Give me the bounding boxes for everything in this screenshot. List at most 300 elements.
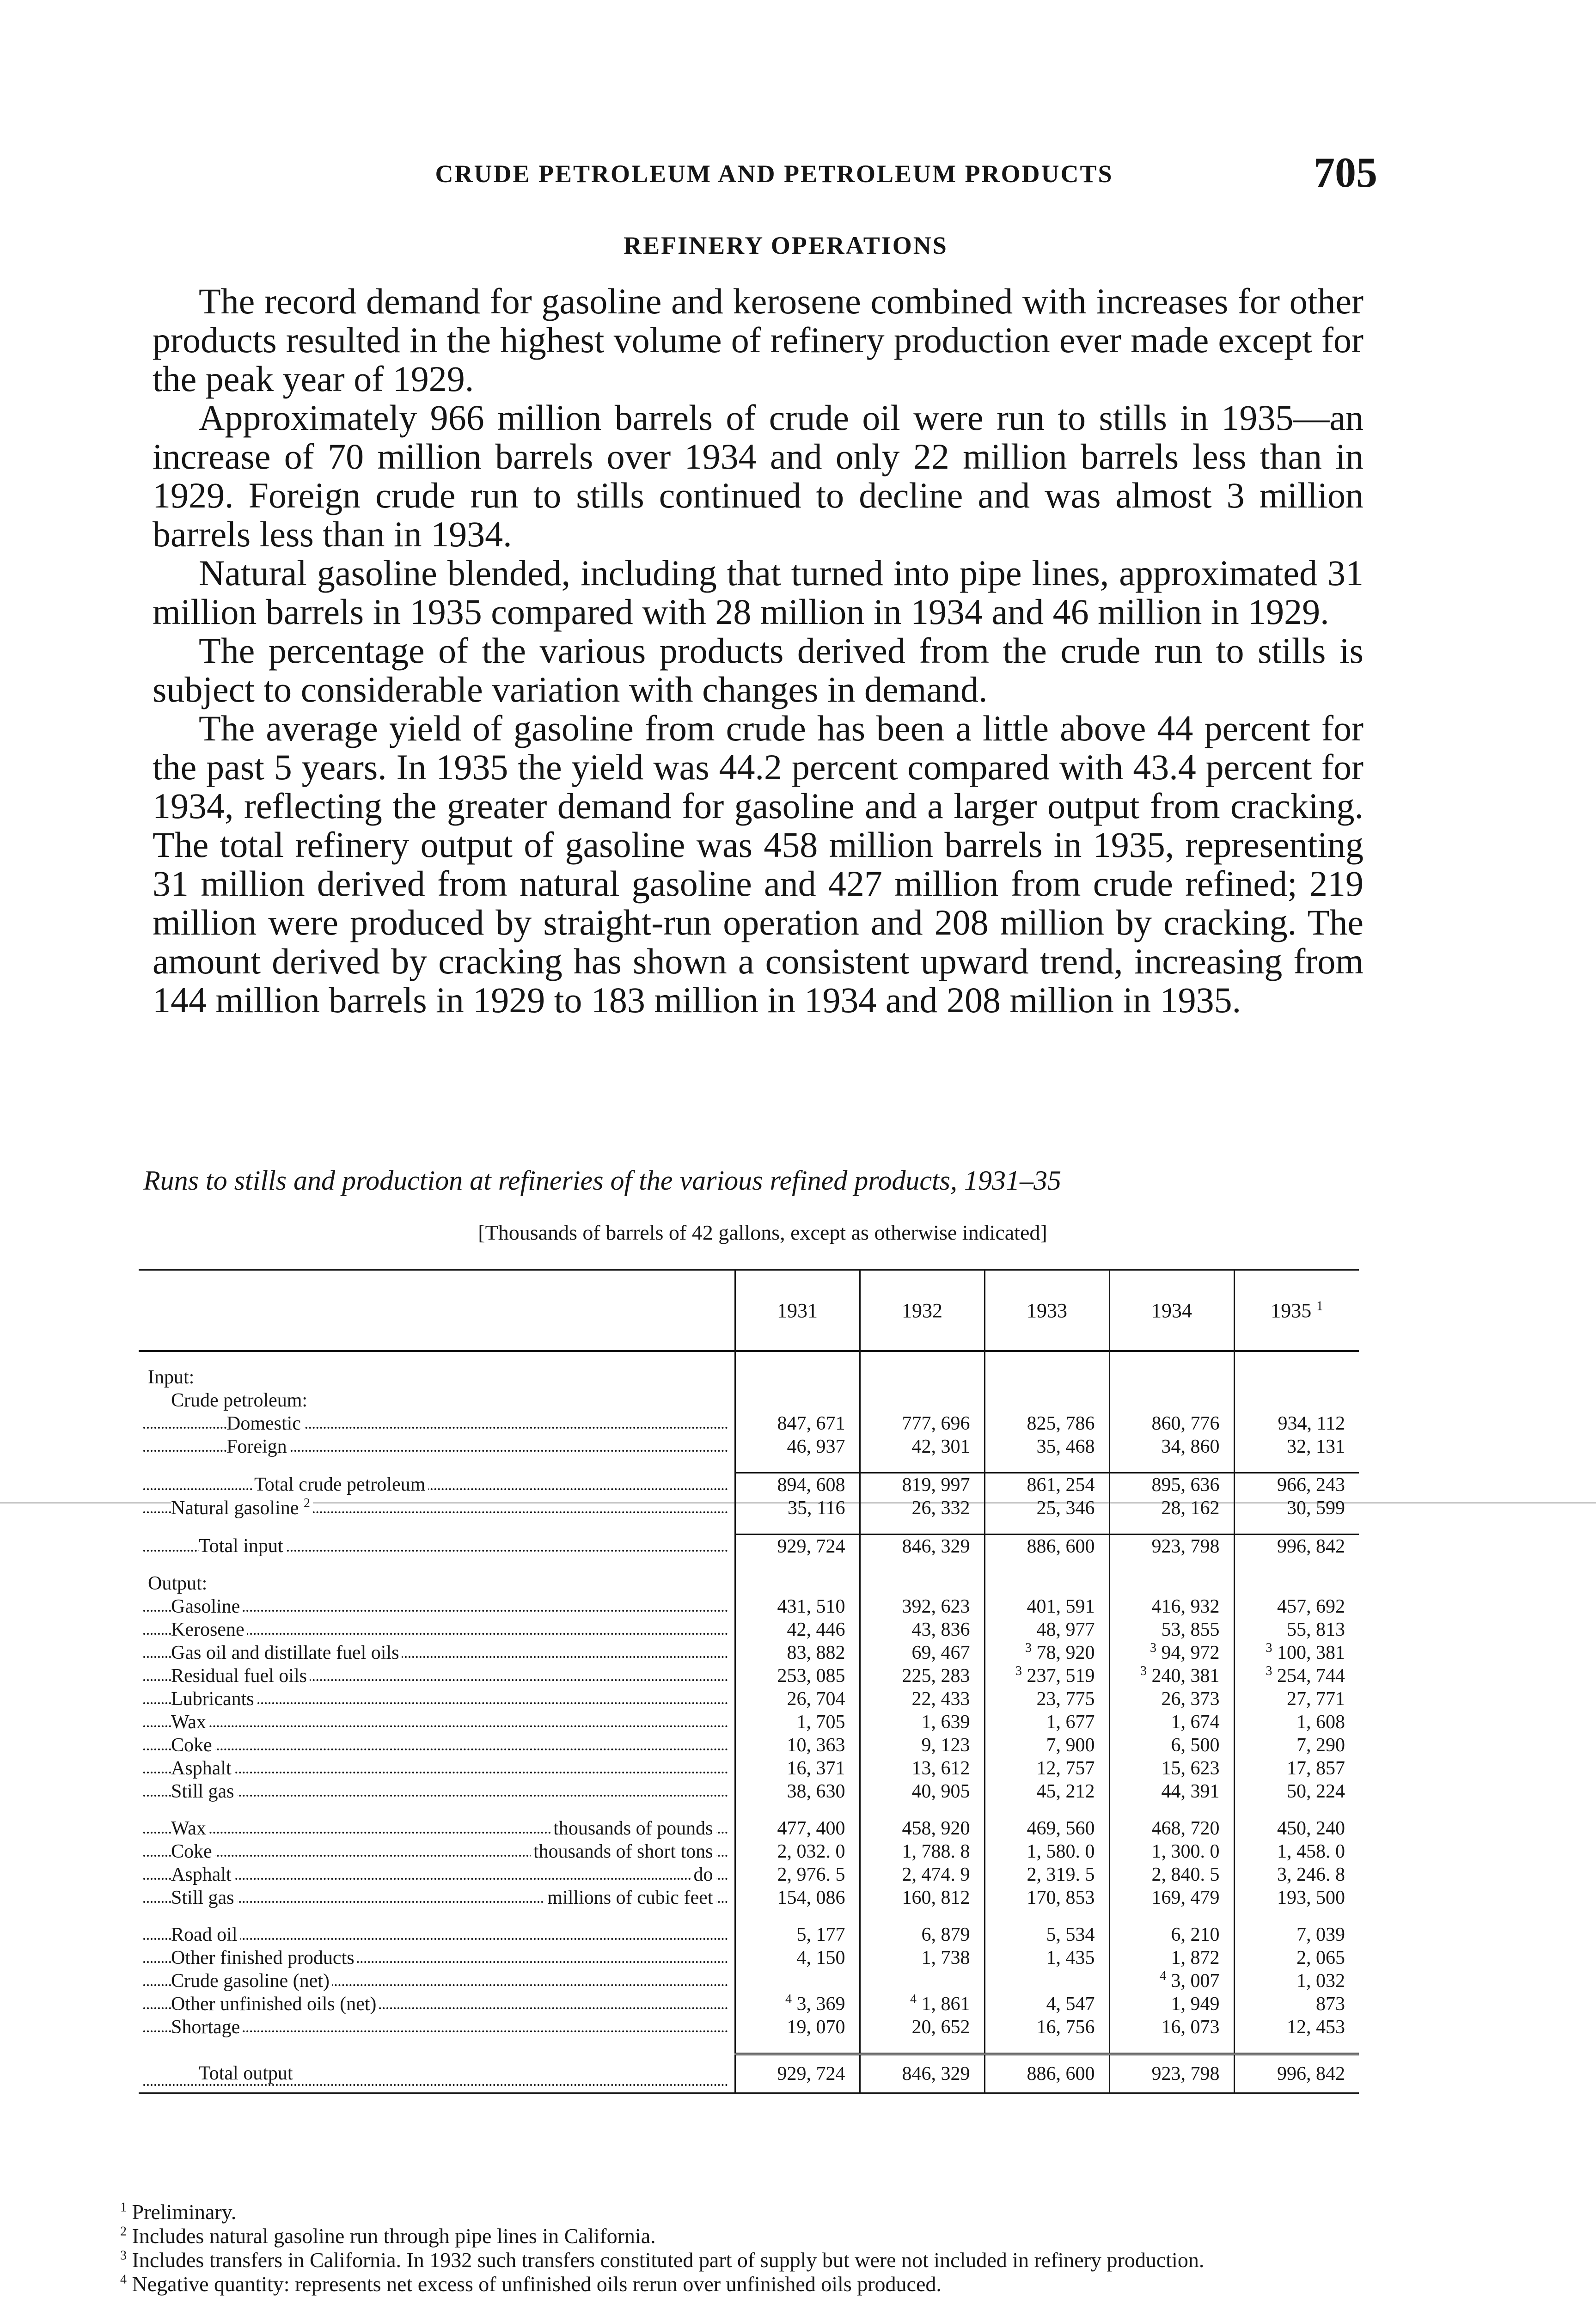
value-cell [1234, 1435, 1359, 1458]
unit-row [139, 1840, 1359, 1863]
footnote-4 [120, 2272, 1368, 2296]
value-cell [1234, 1641, 1359, 1664]
value-cell [1109, 1641, 1234, 1664]
value-cell [985, 1923, 1109, 1946]
row-label-text [171, 1596, 243, 1617]
empty-cell [985, 1572, 1109, 1595]
footnote-text: Preliminary. [132, 2200, 237, 2224]
output-row [139, 1780, 1359, 1803]
value-cell [1109, 2054, 1234, 2093]
value-cell [860, 1664, 985, 1687]
row-label [139, 1946, 735, 1969]
value-text: 1, 705 [796, 1712, 845, 1733]
header-year: 1933 [985, 1270, 1109, 1351]
spacer-cell [985, 1458, 1109, 1473]
header-year: 1934 [1109, 1270, 1234, 1351]
empty-cell [1234, 1572, 1359, 1595]
spacer-cell [735, 1458, 860, 1473]
value-cell [985, 1840, 1109, 1863]
value-text: 44, 391 [1161, 1781, 1220, 1802]
other-row [139, 1923, 1359, 1946]
value-cell [735, 1473, 860, 1497]
row-label [139, 1993, 735, 2016]
value-cell [985, 1535, 1109, 1559]
value-cell [735, 1618, 860, 1641]
spacer-cell [735, 2039, 860, 2054]
empty-cell [985, 1366, 1109, 1389]
value-cell [860, 1687, 985, 1711]
value-text: 43, 836 [911, 1619, 970, 1640]
spacer-cell [1234, 1558, 1359, 1572]
value-cell [1234, 1993, 1359, 2016]
value-text: 1, 639 [921, 1712, 970, 1733]
value-cell [735, 2054, 860, 2093]
value-text: 860, 776 [1151, 1413, 1220, 1434]
value-cell [860, 1734, 985, 1757]
value-text: 69, 467 [911, 1642, 970, 1663]
value-cell [735, 1780, 860, 1803]
value-text: 1, 608 [1296, 1712, 1345, 1733]
value-text: 12, 757 [1036, 1758, 1095, 1779]
spacer-cell [1109, 1351, 1234, 1366]
footnote-ref: 3 [1266, 1641, 1272, 1655]
output-row [139, 1734, 1359, 1757]
footnote-ref: 1 [1316, 1298, 1323, 1313]
value-cell [860, 1412, 985, 1435]
value-cell [1109, 1618, 1234, 1641]
unit-row [139, 1863, 1359, 1886]
other-row [139, 1993, 1359, 2016]
row-label-name: Crude gasoline (net) [171, 1970, 330, 1992]
value-cell [1109, 1863, 1234, 1886]
value-text: 886, 600 [1027, 1536, 1095, 1557]
value-text: 996, 842 [1277, 2063, 1345, 2085]
value-text: 5, 177 [796, 1924, 845, 1945]
spacer-row [139, 2039, 1359, 2054]
value-text: 35, 468 [1036, 1436, 1095, 1457]
value-text: 450, 240 [1277, 1818, 1345, 1839]
value-text: 873 [1316, 1993, 1345, 2015]
value-cell [1234, 1969, 1359, 1993]
value-text: 170, 853 [1027, 1887, 1095, 1908]
value-text: 38, 630 [787, 1781, 845, 1802]
spacer-cell [139, 1803, 735, 1817]
spacer-cell [1234, 1803, 1359, 1817]
value-text: 83, 882 [787, 1642, 845, 1663]
unit-row [139, 1886, 1359, 1909]
table-header-row [139, 1270, 1359, 1351]
footnote-mark: 1 [120, 2200, 127, 2215]
row-label [139, 1969, 735, 1993]
value-text: 22, 433 [911, 1688, 970, 1710]
row-label-name: Foreign [226, 1436, 287, 1457]
value-cell [860, 1863, 985, 1886]
spacer-cell [985, 1909, 1109, 1923]
other-row [139, 1946, 1359, 1969]
value-text: 100, 381 [1277, 1642, 1345, 1663]
value-cell [1234, 1757, 1359, 1780]
value-text: 4, 547 [1046, 1993, 1095, 2015]
value-cell [1234, 1946, 1359, 1969]
value-cell [735, 1863, 860, 1886]
value-cell [985, 1780, 1109, 1803]
value-cell [1109, 1535, 1234, 1559]
row-heading [139, 1389, 735, 1412]
value-text: 1, 677 [1046, 1712, 1095, 1733]
spacer-cell [860, 1909, 985, 1923]
total-output-row [139, 2054, 1359, 2093]
spacer-cell [139, 1909, 735, 1923]
value-text: 1, 872 [1171, 1947, 1220, 1969]
value-text: 392, 623 [902, 1596, 970, 1617]
table-body [139, 1351, 1359, 2093]
spacer-cell [1234, 1520, 1359, 1535]
row-label-name: Still gas [171, 1887, 234, 1908]
value-text: 1, 674 [1171, 1712, 1220, 1733]
value-cell [735, 1969, 860, 1993]
value-text: 23, 775 [1036, 1688, 1095, 1710]
value-cell [735, 1946, 860, 1969]
value-text: 401, 591 [1027, 1596, 1095, 1617]
spacer-cell [1109, 2039, 1234, 2054]
empty-cell [1234, 1389, 1359, 1412]
value-text: 2, 976. 5 [777, 1864, 845, 1885]
value-cell [985, 1473, 1109, 1497]
value-cell [735, 1664, 860, 1687]
value-text: 55, 813 [1287, 1619, 1345, 1640]
value-cell [1109, 1886, 1234, 1909]
value-text: 923, 798 [1151, 1536, 1220, 1557]
row-label-text [171, 2017, 243, 2038]
value-cell [1234, 1840, 1359, 1863]
value-text: 154, 086 [777, 1887, 845, 1908]
value-text: 846, 329 [902, 1536, 970, 1557]
row-label [139, 1780, 735, 1803]
empty-cell [1234, 1366, 1359, 1389]
value-cell [1109, 1840, 1234, 1863]
value-cell [1234, 2016, 1359, 2039]
value-cell [735, 2016, 860, 2039]
output-row [139, 1757, 1359, 1780]
value-text: 468, 720 [1151, 1818, 1220, 1839]
value-cell [735, 1993, 860, 2016]
value-text: 26, 373 [1161, 1688, 1220, 1710]
row-label-name: Coke [171, 1735, 212, 1756]
row-label-text [171, 1947, 357, 1969]
value-text: 78, 920 [1036, 1642, 1095, 1663]
value-text: 847, 671 [777, 1413, 845, 1434]
value-cell [735, 1817, 860, 1840]
value-cell [1234, 1817, 1359, 1840]
value-text: 160, 812 [902, 1887, 970, 1908]
spacer-row [139, 1458, 1359, 1473]
value-cell [735, 1595, 860, 1618]
footnote-1 [120, 2200, 1368, 2224]
output-row [139, 1687, 1359, 1711]
empty-cell [1109, 1366, 1234, 1389]
value-text: 1, 861 [921, 1993, 970, 2015]
value-text: 16, 756 [1036, 2017, 1095, 2038]
row-label-text [226, 1436, 290, 1457]
value-text: 12, 453 [1287, 2017, 1345, 2038]
value-cell [1234, 1535, 1359, 1559]
value-cell [1234, 1863, 1359, 1886]
empty-cell [985, 1389, 1109, 1412]
value-cell [1234, 1664, 1359, 1687]
row-heading-text: Output: [148, 1573, 210, 1594]
spacer-cell [1234, 2039, 1359, 2054]
value-text: 825, 786 [1027, 1413, 1095, 1434]
row-label-text [171, 1841, 215, 1862]
footnote-ref: 4 [785, 1992, 792, 2006]
row-label [139, 1757, 735, 1780]
footnote-ref: 3 [1015, 1664, 1022, 1678]
row-label [139, 1641, 735, 1664]
value-cell [735, 1687, 860, 1711]
value-text: 34, 860 [1161, 1436, 1220, 1457]
value-text: 477, 400 [777, 1818, 845, 1839]
footnote-text: Negative quantity: represents net excess of unfinished oils rerun over unfinished oils produced. [132, 2272, 942, 2296]
value-text: 431, 510 [777, 1596, 845, 1617]
spacer-cell [1109, 1803, 1234, 1817]
value-text: 6, 500 [1171, 1735, 1220, 1756]
refinery-data-table [139, 1269, 1359, 2094]
row-label-name: Asphalt [171, 1758, 232, 1779]
row-label-text [171, 1864, 234, 1885]
spacer-row [139, 1558, 1359, 1572]
spacer-cell [860, 1458, 985, 1473]
row-label-text [171, 1993, 379, 2015]
spacer-cell [1109, 1909, 1234, 1923]
value-cell [1234, 1886, 1359, 1909]
value-text: 1, 300. 0 [1151, 1841, 1220, 1862]
row-label-text [171, 1642, 402, 1663]
row-label-text [171, 1688, 257, 1710]
row-label [139, 1435, 735, 1458]
row-label-name: Natural gasoline [171, 1498, 299, 1519]
value-cell [1234, 2054, 1359, 2093]
value-cell [860, 1641, 985, 1664]
table-caption: Runs to stills and production at refineries of the various refined products, 1931–35 [143, 1165, 1062, 1196]
row-label [139, 1595, 735, 1618]
row-label-text [171, 1498, 313, 1519]
value-text: 26, 332 [911, 1498, 970, 1519]
footnote-3 [120, 2248, 1368, 2272]
paragraph-3: Natural gasoline blended, including that turned into pipe lines, approximated 31 million barrels in 1935 compared with 28 million in 1934 and 46 million in 1929. [153, 553, 1364, 632]
value-text: 3, 246. 8 [1277, 1864, 1345, 1885]
value-text: 1, 032 [1296, 1970, 1345, 1992]
value-text: 457, 692 [1277, 1596, 1345, 1617]
footnote-ref: 3 [1025, 1641, 1032, 1655]
value-text: 53, 855 [1161, 1619, 1220, 1640]
row-label [139, 1535, 735, 1559]
value-text: 45, 212 [1036, 1781, 1095, 1802]
row-label-name: Asphalt [171, 1864, 232, 1885]
empty-cell [735, 1389, 860, 1412]
spacer-row [139, 1803, 1359, 1817]
footnote-ref: 3 [1266, 1664, 1272, 1678]
row-label-name: Still gas [171, 1781, 234, 1802]
row-unit: millions of cubic feet [544, 1886, 715, 1909]
empty-cell [735, 1572, 860, 1595]
input-heading-row [139, 1366, 1359, 1389]
header-year-label: 1935 [1271, 1299, 1312, 1322]
value-cell [735, 1711, 860, 1734]
footnote-ref: 2 [303, 1497, 310, 1510]
footnote-ref: 4 [910, 1992, 917, 2006]
row-heading [139, 1366, 735, 1389]
value-cell [860, 1946, 985, 1969]
row-label-name: Coke [171, 1841, 212, 1862]
value-text: 5, 534 [1046, 1924, 1095, 1945]
row-label-name: Wax [171, 1818, 206, 1839]
running-head: CRUDE PETROLEUM AND PETROLEUM PRODUCTS [435, 160, 1113, 188]
output-row [139, 1711, 1359, 1734]
value-text: 50, 224 [1287, 1781, 1345, 1802]
header-year: 1931 [735, 1270, 860, 1351]
row-label-text [171, 1619, 247, 1640]
value-cell [1234, 1687, 1359, 1711]
value-cell [985, 1993, 1109, 2016]
row-label [139, 1817, 735, 1840]
header-year: 1932 [860, 1270, 985, 1351]
spacer-cell [735, 1520, 860, 1535]
value-text: 923, 798 [1151, 2063, 1220, 2085]
natural-gasoline-row [139, 1497, 1359, 1520]
value-text: 416, 932 [1151, 1596, 1220, 1617]
value-text: 16, 371 [787, 1758, 845, 1779]
footnote-2 [120, 2224, 1368, 2248]
value-text: 469, 560 [1027, 1818, 1095, 1839]
value-cell [985, 1946, 1109, 1969]
value-cell [860, 1535, 985, 1559]
value-cell [860, 1886, 985, 1909]
row-label-text [226, 1413, 304, 1434]
value-text: 253, 085 [777, 1665, 845, 1687]
value-text: 846, 329 [902, 2063, 970, 2085]
spacer-cell [139, 2039, 735, 2054]
value-cell [985, 1863, 1109, 1886]
value-text: 48, 977 [1036, 1619, 1095, 1640]
value-text: 26, 704 [787, 1688, 845, 1710]
crude-row [139, 1412, 1359, 1435]
value-cell [860, 1435, 985, 1458]
row-label-text [171, 1781, 237, 1802]
value-cell [985, 2054, 1109, 2093]
paragraph-4: The percentage of the various products derived from the crude run to stills is subject to considerable variation with changes in demand. [153, 630, 1364, 709]
row-label-name: Domestic [226, 1413, 301, 1434]
spacer-row [139, 1351, 1359, 1366]
value-cell [1234, 1923, 1359, 1946]
row-label-name: Shortage [171, 2017, 240, 2038]
value-cell [1109, 1734, 1234, 1757]
value-cell [985, 1595, 1109, 1618]
value-cell [1109, 1664, 1234, 1687]
value-text: 94, 972 [1161, 1642, 1220, 1663]
row-unit: thousands of pounds [550, 1817, 715, 1840]
value-text: 1, 580. 0 [1027, 1841, 1095, 1862]
value-cell [735, 1435, 860, 1458]
value-text: 894, 608 [777, 1474, 845, 1496]
value-cell [1109, 1711, 1234, 1734]
row-label-text [199, 2063, 296, 2084]
footnote-ref: 3 [1140, 1664, 1147, 1678]
refinery-table [139, 1269, 1359, 2094]
row-label-text [171, 1735, 215, 1756]
spacer-cell [1109, 1520, 1234, 1535]
spacer-cell [1234, 1458, 1359, 1473]
value-cell [985, 1734, 1109, 1757]
value-text: 15, 623 [1161, 1758, 1220, 1779]
page-number: 705 [1314, 149, 1377, 196]
value-text: 254, 744 [1277, 1665, 1345, 1687]
row-label-name: Gas oil and distillate fuel oils [171, 1642, 399, 1663]
value-cell [1109, 1595, 1234, 1618]
spacer-cell [985, 1520, 1109, 1535]
value-text: 895, 636 [1151, 1474, 1220, 1496]
spacer-cell [860, 2039, 985, 2054]
value-cell [1109, 1817, 1234, 1840]
spacer-cell [139, 1520, 735, 1535]
empty-cell [860, 1366, 985, 1389]
spacer-cell [139, 1558, 735, 1572]
row-label [139, 1923, 735, 1946]
row-label-name: Other finished products [171, 1947, 355, 1969]
spacer-cell [860, 1351, 985, 1366]
row-label-text [171, 1924, 240, 1945]
header-year-1935 [1234, 1270, 1359, 1351]
row-unit: thousands of short tons [531, 1840, 716, 1863]
header-blank [139, 1270, 735, 1351]
value-cell [1109, 1993, 1234, 2016]
value-cell [735, 1886, 860, 1909]
value-text: 10, 363 [787, 1735, 845, 1756]
value-text: 240, 381 [1151, 1665, 1220, 1687]
value-text: 2, 319. 5 [1027, 1864, 1095, 1885]
value-text: 35, 116 [788, 1498, 845, 1519]
value-cell [860, 1840, 985, 1863]
value-cell [1109, 1923, 1234, 1946]
value-cell [985, 1412, 1109, 1435]
value-text: 2, 840. 5 [1151, 1864, 1220, 1885]
value-text: 9, 123 [921, 1735, 970, 1756]
empty-cell [860, 1572, 985, 1595]
spacer-cell [860, 1520, 985, 1535]
value-text: 2, 474. 9 [902, 1864, 970, 1885]
value-text: 819, 997 [902, 1474, 970, 1496]
footnote-text: Includes natural gasoline run through pipe lines in California. [132, 2224, 656, 2248]
row-label-name: Lubricants [171, 1688, 254, 1710]
row-label [139, 1863, 735, 1886]
row-label-name: Gasoline [171, 1596, 240, 1617]
value-text: 32, 131 [1287, 1436, 1345, 1457]
value-cell [985, 1886, 1109, 1909]
value-text: 3, 007 [1171, 1970, 1220, 1992]
value-text: 2, 032. 0 [777, 1841, 845, 1862]
value-text: 1, 788. 8 [902, 1841, 970, 1862]
row-label [139, 1473, 735, 1497]
output-row [139, 1641, 1359, 1664]
value-cell [860, 1923, 985, 1946]
value-text: 13, 612 [911, 1758, 970, 1779]
value-cell [860, 1595, 985, 1618]
value-text: 237, 519 [1027, 1665, 1095, 1687]
row-label [139, 2054, 735, 2093]
spacer-cell [985, 1803, 1109, 1817]
value-text: 42, 446 [787, 1619, 845, 1640]
output-row [139, 1664, 1359, 1687]
row-label-text [171, 1970, 332, 1992]
